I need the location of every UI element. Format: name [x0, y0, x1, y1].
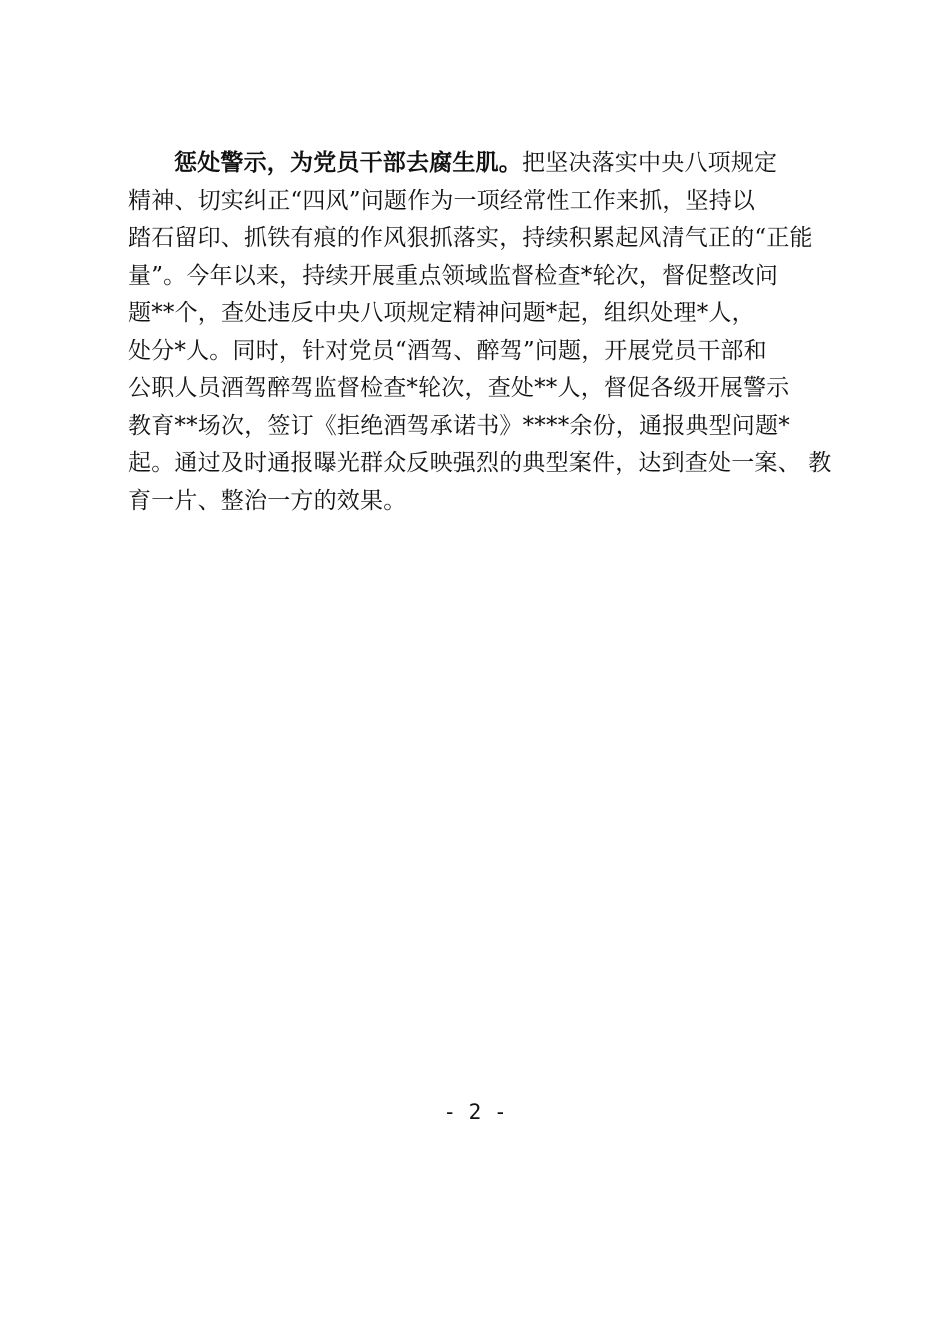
- paragraph-line-2: 精神、切实纠正“四风”问题作为一项经常性工作来抓，坚持以: [128, 187, 756, 214]
- paragraph-line-3: 踏石留印、抓铁有痕的作风狠抓落实，持续积累起风清气正的“正能: [128, 225, 813, 251]
- paragraph-line-1: [128, 145, 840, 183]
- paragraph-line-5: 题**个，查处违反中央八项规定精神问题*起，组织处理*人，: [128, 300, 755, 326]
- paragraph-line-8: 教育**场次，签订《拒绝酒驾承诺书》****余份，通报典型问题*: [128, 412, 790, 439]
- paragraph-text: 把坚决落实中央八项规定: [522, 150, 778, 176]
- paragraph-line-9: 起。通过及时通报曝光群众反映强烈的典型案件，达到查处一案、 教: [128, 450, 832, 476]
- page-number: - 2 -: [443, 1100, 507, 1124]
- paragraph-line-4: 量”。今年以来，持续开展重点领域监督检查*轮次，督促整改问: [128, 262, 779, 289]
- paragraph-line-7: 公职人员酒驾醉驾监督检查*轮次，查处**人，督促各级开展警示: [128, 375, 790, 401]
- paragraph-bold-heading: 惩处警示，为党员干部去腐生肌。: [174, 150, 522, 176]
- body-paragraph: [128, 145, 840, 520]
- paragraph-line-10: 育一片、整治一方的效果。: [128, 487, 407, 514]
- paragraph-line-6: 处分*人。同时，针对党员“酒驾、醉驾”问题，开展党员干部和: [128, 337, 767, 364]
